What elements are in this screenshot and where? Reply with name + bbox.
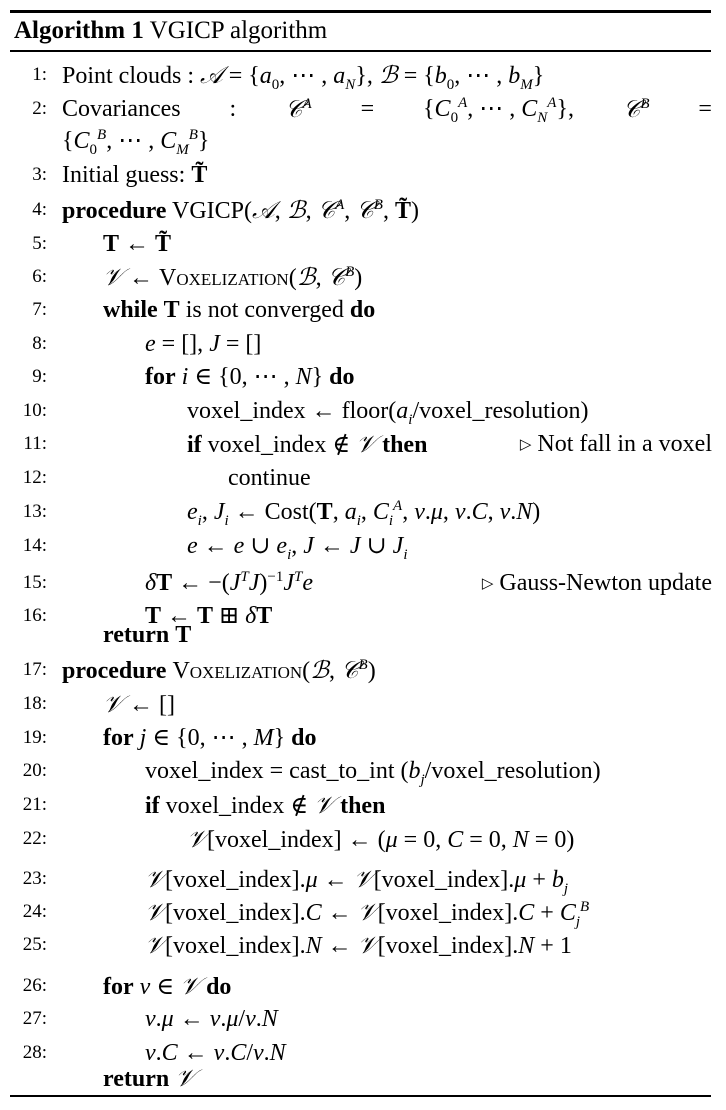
- line-number: 22:: [22, 828, 47, 849]
- algorithm-line: [0, 497, 726, 527]
- keyword: procedure: [62, 198, 167, 224]
- algorithm-line: [0, 864, 726, 897]
- line-text: 𝒱[voxel_index] ← (μ = 0, C = 0, N = 0): [187, 825, 575, 853]
- line-number: 23:: [22, 868, 47, 889]
- line-number: 27:: [22, 1008, 47, 1029]
- line-number: 26:: [22, 975, 47, 996]
- line-text: return 𝒱: [103, 1064, 196, 1092]
- line-text: for j ∈ {0, ⋯ , M} do: [103, 725, 317, 751]
- line-text: v.μ ← v.μ/v.N: [145, 1006, 278, 1032]
- caption-rule: [10, 50, 711, 52]
- algorithm-line: [0, 689, 726, 719]
- line-text: procedure Voxelization(ℬ, 𝒞$^B$): [62, 656, 376, 684]
- algorithm-line: [0, 160, 726, 190]
- algorithm-line: [0, 568, 726, 598]
- keyword: for: [103, 974, 134, 1000]
- algorithm-line: [0, 329, 726, 359]
- algorithm-caption: [14, 14, 327, 48]
- keyword: then: [382, 432, 428, 458]
- algorithm-label: Algorithm 1: [14, 17, 144, 44]
- line-text: voxel_index = cast_to_int $(b_j/voxel\_resolution)$: [145, 758, 601, 788]
- comment-text: Gauss-Newton update: [499, 570, 712, 596]
- algorithm-title: VGICP algorithm: [149, 17, 328, 44]
- line-text: T ← T ⊞ δT: [145, 603, 273, 629]
- line-number: 19:: [22, 727, 47, 748]
- line-number: 20:: [22, 760, 47, 781]
- algorithm-line: [0, 897, 726, 930]
- line-text: while T is not converged do: [103, 297, 376, 323]
- line-text: if voxel_index ∉ 𝒱 then: [187, 430, 428, 458]
- line-number: 14:: [22, 535, 47, 556]
- line-number: 16:: [22, 605, 47, 626]
- line-text: Point clouds : 𝒜 = {$a_0$, ⋯ , $a_N$}, ℬ = {$b_0$, ⋯ , $b_M$}: [62, 61, 545, 93]
- line-text: 𝒱[voxel_index].C ← 𝒱[voxel_index].C + $C_j^B$: [145, 898, 590, 930]
- line-number: 17:: [22, 659, 47, 680]
- line-number: 13:: [22, 501, 47, 522]
- keyword: do: [329, 364, 355, 390]
- line-number: 28:: [22, 1042, 47, 1063]
- line-text: 𝒱[voxel_index].μ ← 𝒱[voxel_index].μ + $b_j$: [145, 865, 569, 897]
- line-text: Initial guess: T̃: [62, 162, 208, 188]
- algorithm-line: [0, 362, 726, 392]
- line-number: 2:: [32, 98, 47, 119]
- line-number: 10:: [22, 400, 47, 421]
- line-number: 21:: [22, 794, 47, 815]
- line-text: 𝒱 ← []: [103, 690, 175, 718]
- line-number: 5:: [32, 233, 47, 254]
- top-rule: [10, 10, 711, 13]
- algorithm-line-continuation: [0, 126, 726, 156]
- line-text: e = [], J = []: [145, 331, 262, 357]
- keyword: return: [103, 622, 170, 648]
- comment-triangle-icon: ▷: [519, 437, 532, 453]
- algorithm-line: [0, 295, 726, 325]
- algorithm-line: [0, 531, 726, 561]
- algorithm-line: [0, 429, 726, 459]
- line-number: 8:: [32, 333, 47, 354]
- algorithm-line: [0, 195, 726, 225]
- algorithm-line: [0, 723, 726, 753]
- algorithm-line: [0, 229, 726, 259]
- line-text: e ← e ∪ $e_i$, J ← J ∪ $J_i$: [187, 533, 408, 563]
- algorithm-line: [0, 1004, 726, 1034]
- line-number: 7:: [32, 299, 47, 320]
- keyword: do: [206, 974, 232, 1000]
- algorithm-line: [0, 756, 726, 786]
- line-text: for v ∈ 𝒱 do: [103, 972, 232, 1000]
- line-number: 12:: [22, 467, 47, 488]
- line-text: 𝒱[voxel_index].N ← 𝒱[voxel_index].N + 1: [145, 931, 572, 959]
- line-text: {$C_0^B$, ⋯ , $C_M^B$}: [62, 127, 210, 158]
- line-number: 4:: [32, 199, 47, 220]
- line-number: 3:: [32, 164, 47, 185]
- keyword: then: [340, 793, 386, 819]
- comment-triangle-icon: ▷: [481, 576, 494, 592]
- algorithm-line: [0, 824, 726, 854]
- line-text: procedure VGICP(𝒜, ℬ, 𝒞$^A$, 𝒞$^B$, T̃): [62, 196, 419, 224]
- algorithm-line: [0, 60, 726, 93]
- line-text: $e_i$, $J_i$ ← Cost(T, $a_i$, $C_i^A$, v.μ, v.C, v.N): [187, 498, 541, 529]
- algorithm-line: [0, 620, 726, 650]
- line-comment: [520, 429, 712, 460]
- line-number: 15:: [22, 572, 47, 593]
- line-text: Covariances : 𝒞$^A$ = {$C_0^A$, ⋯ , $C_N^A$}, 𝒞$^B$ =: [62, 95, 712, 126]
- keyword: return: [103, 1066, 170, 1092]
- line-number: 11:: [23, 433, 47, 454]
- keyword: procedure: [62, 658, 167, 684]
- line-text: voxel_index ← $floor(a_i/voxel\_resolution)$: [187, 398, 589, 428]
- keyword: do: [291, 725, 317, 751]
- line-text: T ← T̃: [103, 231, 172, 257]
- algorithm-line: [0, 463, 726, 493]
- line-number: 25:: [22, 934, 47, 955]
- line-text: v.C ← v.C/v.N: [145, 1040, 286, 1066]
- algorithm-line: [0, 930, 726, 960]
- algorithm-line: [0, 1063, 726, 1093]
- line-number: 24:: [22, 901, 47, 922]
- line-text: continue: [228, 465, 311, 491]
- line-text: for i ∈ {0, ⋯ , N} do: [145, 364, 355, 390]
- algorithm-line: [0, 790, 726, 820]
- line-number: 1:: [32, 64, 47, 85]
- algorithm-line: [0, 94, 726, 124]
- keyword: if: [187, 432, 202, 458]
- line-text: if voxel_index ∉ 𝒱 then: [145, 791, 386, 819]
- algorithm-line: [0, 971, 726, 1001]
- algorithm-line: [0, 262, 726, 292]
- keyword: do: [349, 297, 376, 323]
- line-number: 18:: [22, 693, 47, 714]
- line-text: 𝒱 ← Voxelization(ℬ, 𝒞$^B$): [103, 263, 363, 291]
- bottom-rule: [10, 1095, 711, 1097]
- keyword: for: [145, 364, 176, 390]
- line-comment: [482, 568, 712, 599]
- line-text: δT ← $-(J^TJ)^{-1}J^Te$: [145, 569, 313, 596]
- line-text: return T: [103, 622, 192, 648]
- comment-text: Not fall in a voxel: [537, 431, 712, 457]
- algorithm-line: [0, 655, 726, 685]
- line-number: 6:: [32, 266, 47, 287]
- algorithm-line: [0, 396, 726, 426]
- keyword: for: [103, 725, 134, 751]
- keyword: if: [145, 793, 160, 819]
- line-number: 9:: [32, 366, 47, 387]
- keyword: while: [103, 297, 158, 323]
